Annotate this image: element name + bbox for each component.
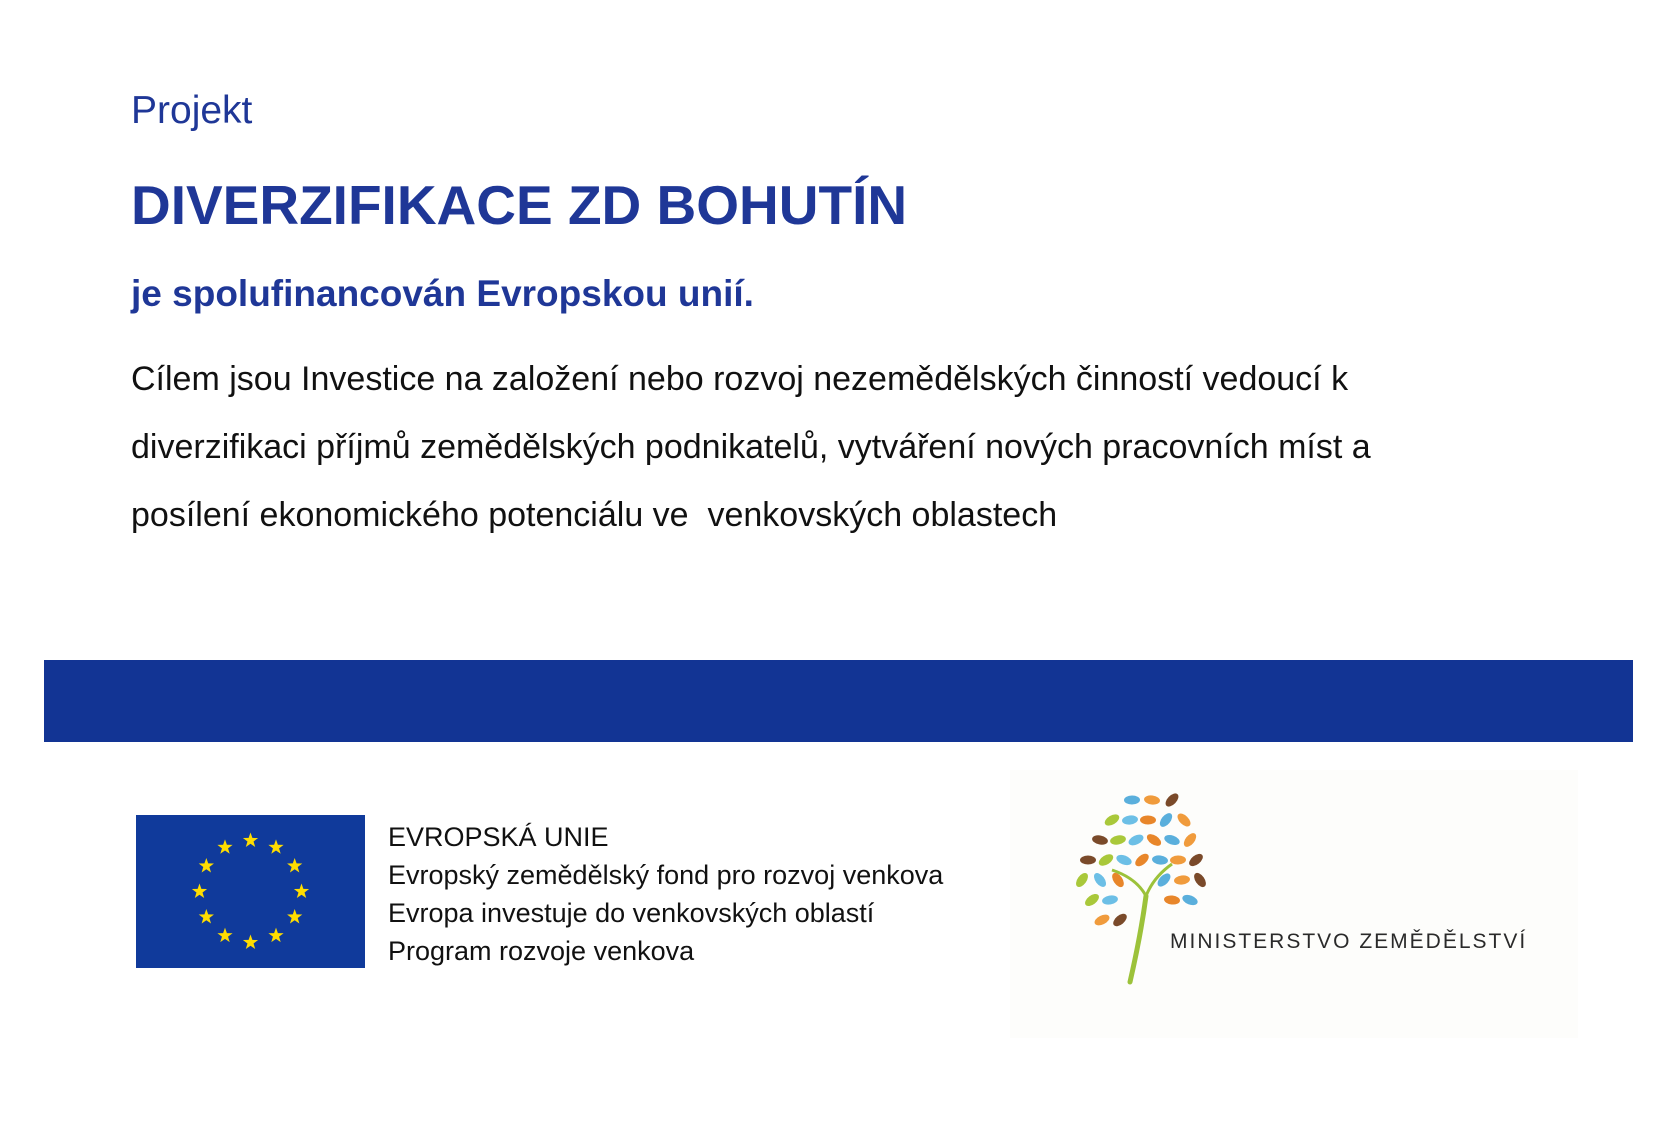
tree-leaf-icon — [1093, 912, 1111, 927]
goal-paragraph — [131, 345, 1371, 549]
tree-leaf-icon — [1163, 833, 1181, 847]
tree-leaf-icon — [1175, 811, 1193, 829]
tree-leaf-icon — [1127, 832, 1145, 847]
tree-leaf-icon — [1181, 831, 1198, 849]
tree-leaf-icon — [1080, 856, 1096, 865]
eu-star-icon — [268, 928, 283, 942]
tree-leaf-icon — [1164, 895, 1181, 906]
eu-star-icon — [192, 884, 207, 898]
tree-leaf-icon — [1174, 875, 1191, 886]
tree-leaf-icon — [1092, 871, 1109, 889]
tree-leaf-icon — [1122, 815, 1139, 826]
tree-leaf-icon — [1192, 871, 1209, 889]
eu-star-icon — [287, 858, 302, 872]
ministry-logo — [1010, 770, 1578, 1038]
project-title: DIVERZIFIKACE ZD BOHUTÍN — [131, 174, 908, 236]
goal-line: posílení ekonomického potenciálu ve venkovských oblastech — [131, 496, 1058, 534]
eu-line-fund: Evropský zemědělský fond pro rozvoj venkova — [388, 860, 944, 890]
goal-line: Cílem jsou Investice na založení nebo rozvoj nezemědělských činností vedoucí k — [131, 360, 1349, 398]
eu-star-icon — [199, 909, 214, 923]
tree-leaf-icon — [1152, 855, 1169, 866]
eu-line-title: EVROPSKÁ UNIE — [388, 822, 609, 852]
tree-leaf-icon — [1155, 871, 1173, 889]
tree-leaf-icon — [1091, 834, 1108, 846]
project-label: Projekt — [131, 89, 253, 132]
tree-leaf-icon — [1097, 852, 1115, 868]
tree-leaf-icon — [1103, 812, 1121, 828]
tree-leaf-icon — [1140, 815, 1156, 824]
tree-leaf-icon — [1163, 791, 1181, 809]
eu-star-icon — [294, 884, 309, 898]
tree-leaf-icon — [1111, 911, 1129, 928]
tree-leaf-icon — [1187, 851, 1205, 868]
tree-leaf-icon — [1145, 832, 1163, 848]
eu-star-icon — [199, 858, 214, 872]
eu-flag-icon — [136, 815, 365, 968]
tree-logo-icon — [1072, 786, 1222, 986]
eu-funding-text — [388, 818, 943, 970]
eu-star-icon — [243, 833, 258, 847]
tree-leaf-icon — [1083, 892, 1101, 909]
tree-leaf-icon — [1170, 855, 1186, 865]
blue-divider-band — [44, 660, 1633, 742]
tree-leaf-icon — [1144, 795, 1161, 806]
tree-leaf-icon — [1157, 811, 1174, 829]
eu-star-icon — [287, 909, 302, 923]
tree-leaf-icon — [1101, 894, 1118, 906]
ministry-label: MINISTERSTVO ZEMĚDĚLSTVÍ — [1170, 930, 1528, 953]
eu-star-icon — [243, 935, 258, 949]
eu-line-program: Program rozvoje venkova — [388, 936, 695, 966]
tree-leaf-icon — [1109, 834, 1126, 846]
tree-leaf-icon — [1133, 851, 1151, 868]
funding-statement: je spolufinancován Evropskou unií. — [131, 273, 754, 314]
tree-leaf-icon — [1181, 893, 1199, 907]
eu-line-slogan: Evropa investuje do venkovských oblastí — [388, 898, 875, 928]
goal-line: diverzifikaci příjmů zemědělských podnikatelů, vytváření nových pracovních míst a — [131, 428, 1371, 466]
eu-star-icon — [268, 839, 283, 853]
eu-star-icon — [217, 839, 232, 853]
tree-leaf-icon — [1115, 853, 1133, 867]
tree-leaf-icon — [1124, 795, 1140, 804]
eu-star-icon — [217, 928, 232, 942]
tree-leaf-icon — [1074, 871, 1091, 889]
